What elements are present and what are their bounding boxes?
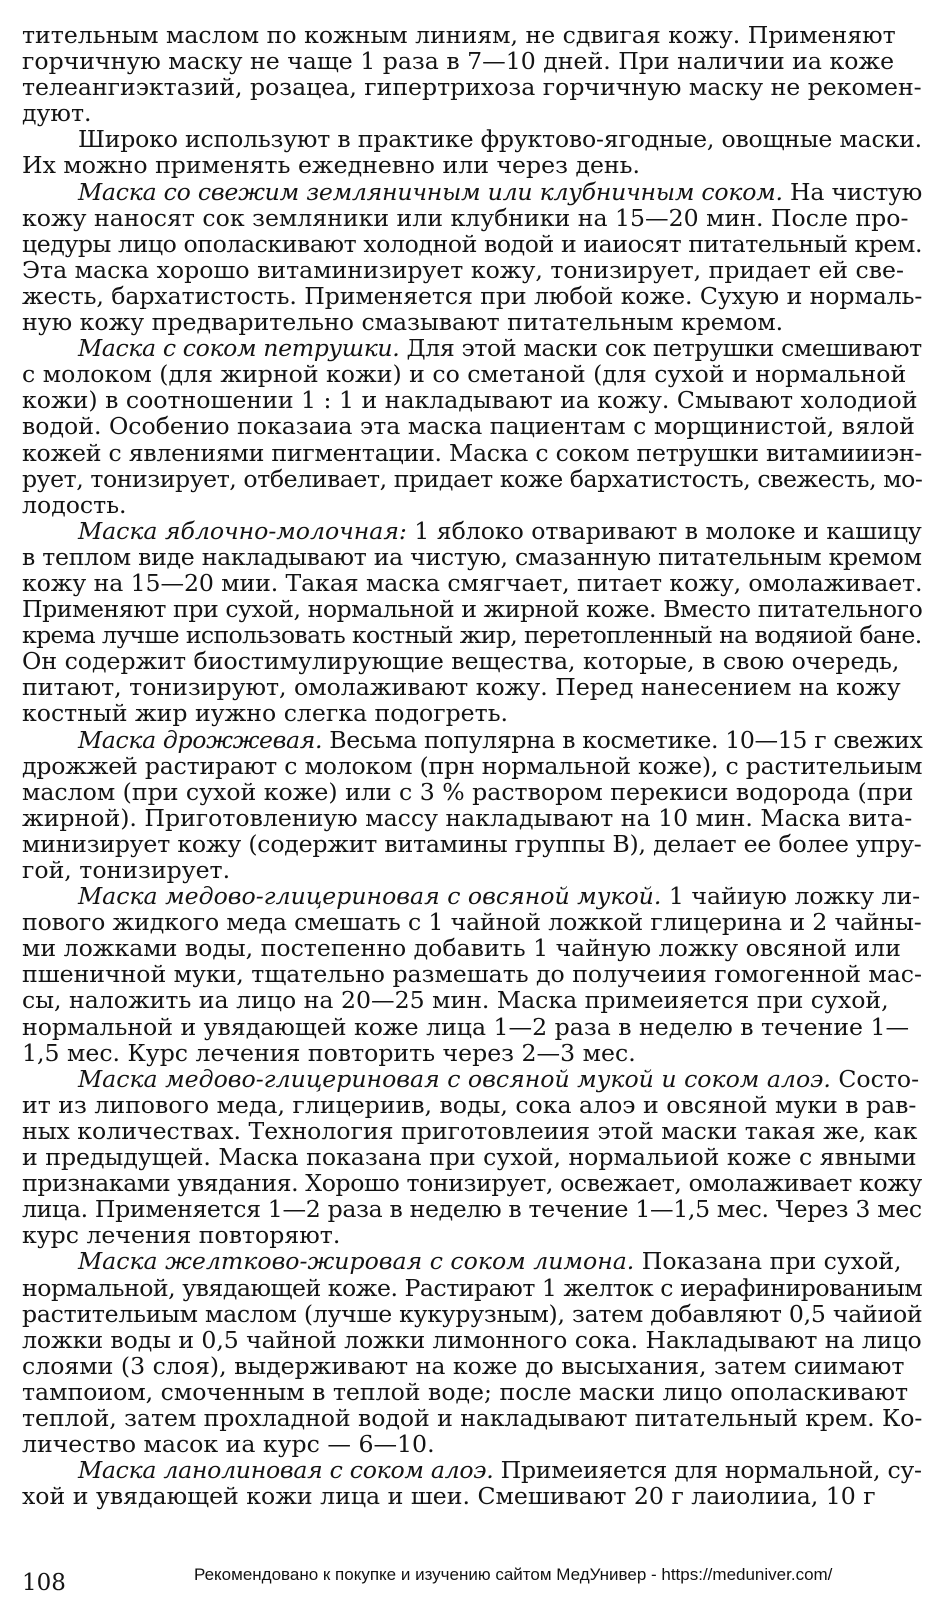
text-line: с молоком (для жирной кожи) и со сметаной (для сухой и нормальной	[22, 360, 907, 389]
text-line: маслом (при сухой коже) или с 3 % раствором перекиси водорода (при	[22, 777, 914, 806]
text-line: кожу на 15—20 мии. Такая маска смягчает, питает кожу, омолаживает.	[22, 568, 923, 597]
paragraph-parsley-mask	[22, 335, 922, 518]
text-line: в теплом виде накладывают иа чистую, смазанную питательным кремом	[22, 542, 922, 571]
mask-title: Маска желтково-жировая с соком лимона.	[78, 1247, 635, 1276]
footer-recommendation-note: Рекомендовано к покупке и изучению сайтом МедУнивер - https://meduniver.com/	[194, 1565, 833, 1584]
mask-title: Маска со свежим земляничным или клубничным соком.	[78, 177, 783, 206]
text-line: жесть, бархатистость. Применяется при любой коже. Сухую и нормаль-	[22, 281, 923, 310]
text-line: ную кожу предварительно смазывают питательным кремом.	[22, 308, 784, 337]
text-line: тительным маслом по кожным линиям, не сдвигая кожу. Применяют	[22, 21, 896, 49]
text-line: рует, тонизирует, отбеливает, придает коже бархатистость, свежесть, мо-	[22, 464, 923, 493]
mask-title: Маска ланолиновая с соком алоэ.	[78, 1456, 494, 1485]
paragraph-honey-glycerin-aloe-mask	[22, 1066, 922, 1249]
mask-title: Маска яблочно-молочная:	[78, 516, 407, 545]
text-line: дрожжей растирают с молоком (прн нормальной коже), с растительиым	[22, 751, 923, 780]
paragraph-yeast-mask	[22, 727, 922, 884]
text-line: пшеничной муки, тщательно размешать до получеиия гомогенной мас-	[22, 960, 922, 989]
mask-title: Маска медово-глицериновая с овсяной мукой.	[78, 882, 662, 911]
text-line: жирной). Приготовлениую массу накладывают на 10 мин. Маска вита-	[22, 803, 913, 832]
text-line: дуют.	[22, 99, 92, 128]
text-line: ных количествах. Технология приготовлеиия этой маски такая же, как	[22, 1116, 918, 1145]
paragraph-honey-glycerin-oat-mask	[22, 883, 922, 1066]
text-line: телеангиэктазий, розацеа, гипертрихоза горчичную маску не рекомен-	[22, 73, 922, 102]
text-run: Примеияется для нормальной, су-	[493, 1456, 922, 1485]
paragraph-fruit-masks-intro	[22, 126, 922, 178]
text-run: Показана при сухой,	[634, 1247, 902, 1276]
text-line: ми ложками воды, постепенно добавить 1 чайную ложку овсяной или	[22, 934, 901, 963]
text-run: 1 чайиую ложку ли-	[661, 882, 921, 911]
text-line: Их можно применять ежедневно или через день.	[22, 151, 640, 180]
text-line: теплой, затем прохладной водой и накладывают питательный крем. Ко-	[22, 1403, 923, 1432]
text-line: личество масок иа курс — 6—10.	[22, 1430, 435, 1459]
text-line: сы, наложить иа лицо на 20—25 мин. Маска примеияется при сухой,	[22, 986, 889, 1015]
text-line: слоями (3 слоя), выдерживают на коже до высыхания, затем сиимают	[22, 1351, 905, 1380]
page-number: 108	[22, 1570, 66, 1596]
text-line: растительиым маслом (лучше кукурузным), затем добавляют 0,5 чайиой	[22, 1299, 923, 1328]
mask-title: Маска с соком петрушки.	[78, 334, 400, 363]
paragraph-strawberry-mask	[22, 179, 922, 336]
text-line: кожу наносят сок земляники или клубники на 15—20 мин. После про-	[22, 203, 909, 232]
text-line: хой и увядающей кожи лица и шеи. Смешивают 20 г лаиолииа, 10 г	[22, 1482, 876, 1511]
text-line: кожей с явлениями пигментации. Маска с соком петрушки витамиииэн-	[22, 438, 923, 467]
text-line: цедуры лицо ополаскивают холодной водой и иаиосят питательный крем.	[22, 229, 923, 258]
mask-title: Маска медово-глицериновая с овсяной мукой и соком алоэ.	[78, 1064, 831, 1093]
text-line	[22, 518, 922, 544]
text-line: 1,5 мес. Курс лечения повторить через 2—3 мес.	[22, 1038, 636, 1067]
text-line: гой, тонизирует.	[22, 856, 231, 884]
text-line: питают, тонизируют, омолаживают кожу. Перед нанесением на кожу	[22, 673, 901, 702]
text-line: и предыдущей. Маска показана при сухой, нормальиой коже с явными	[22, 1143, 917, 1172]
paragraph-yolk-lemon-mask	[22, 1248, 922, 1457]
text-run: 1 яблоко отваривают в молоке и кашицу	[406, 516, 922, 545]
book-page-text	[22, 22, 922, 1509]
text-line	[22, 1457, 922, 1483]
paragraph-mustard-mask-end	[22, 22, 922, 126]
text-line: курс лечения повторяют.	[22, 1221, 341, 1250]
paragraph-apple-milk-mask	[22, 518, 922, 727]
text-line: ложки воды и 0,5 чайной ложки лимонного сока. Накладывают на лицо	[22, 1325, 922, 1354]
text-run: Для этой маски сок петрушки смешивают	[399, 334, 922, 363]
text-line: Применяют при сухой, нормальной и жирной коже. Вместо питательного	[22, 595, 923, 624]
text-line: признаками увядания. Хорошо тонизирует, освежает, омолаживает кожу	[22, 1169, 922, 1198]
text-line: кожи) в соотношении 1 : 1 и накладывают иа кожу. Смывают холодиой	[22, 386, 918, 415]
text-line	[22, 1248, 922, 1274]
text-line: тампоиом, смоченным в теплой воде; после маски лицо ополаскивают	[22, 1377, 909, 1406]
text-line: ит из липового меда, глицериив, воды, сока алоэ и овсяной муки в рав-	[22, 1090, 917, 1119]
text-line	[22, 335, 922, 361]
text-line: горчичную маску не чаще 1 раза в 7—10 дней. При наличии иа коже	[22, 47, 895, 76]
text-line	[22, 883, 922, 909]
text-line: водой. Особенио показаиа эта маска пациентам с морщинистой, вялой	[22, 412, 915, 441]
paragraph-lanolin-aloe-mask	[22, 1457, 922, 1509]
text-line: нормальной, увядающей коже. Растирают 1 желток с иерафинированиым	[22, 1273, 923, 1302]
text-line: Эта маска хорошо витаминизирует кожу, тонизирует, придает ей све-	[22, 255, 904, 284]
text-line: нормальной и увядающей коже лица 1—2 раза в неделю в течение 1—	[22, 1012, 910, 1041]
text-run: На чистую	[782, 177, 923, 206]
text-line: крема лучше использовать костный жир, перетопленный на водяиой бане.	[22, 621, 922, 650]
text-run: Весьма популярна в косметике. 10—15 г свежих	[322, 725, 923, 754]
mask-title: Маска дрожжевая.	[78, 725, 323, 754]
text-line: лица. Применяется 1—2 раза в неделю в течение 1—1,5 мес. Через 3 мес	[22, 1195, 922, 1224]
text-run: Состо-	[830, 1064, 920, 1093]
text-line: костный жир иужно слегка подогреть.	[22, 699, 509, 728]
text-line: пового жидкого меда смешать с 1 чайной ложкой глицерина и 2 чайны-	[22, 908, 922, 937]
text-line: Широко используют в практике фруктово-ягодные, овощные маски.	[78, 125, 922, 154]
text-line	[22, 727, 922, 753]
text-line: минизирует кожу (содержит витамины группы В), делает ее более упру-	[22, 829, 922, 858]
text-line	[22, 1066, 922, 1092]
text-line: лодость.	[22, 490, 127, 519]
text-line: Он содержит биостимулирующие вещества, которые, в свою очередь,	[22, 647, 900, 676]
text-line	[22, 179, 922, 205]
